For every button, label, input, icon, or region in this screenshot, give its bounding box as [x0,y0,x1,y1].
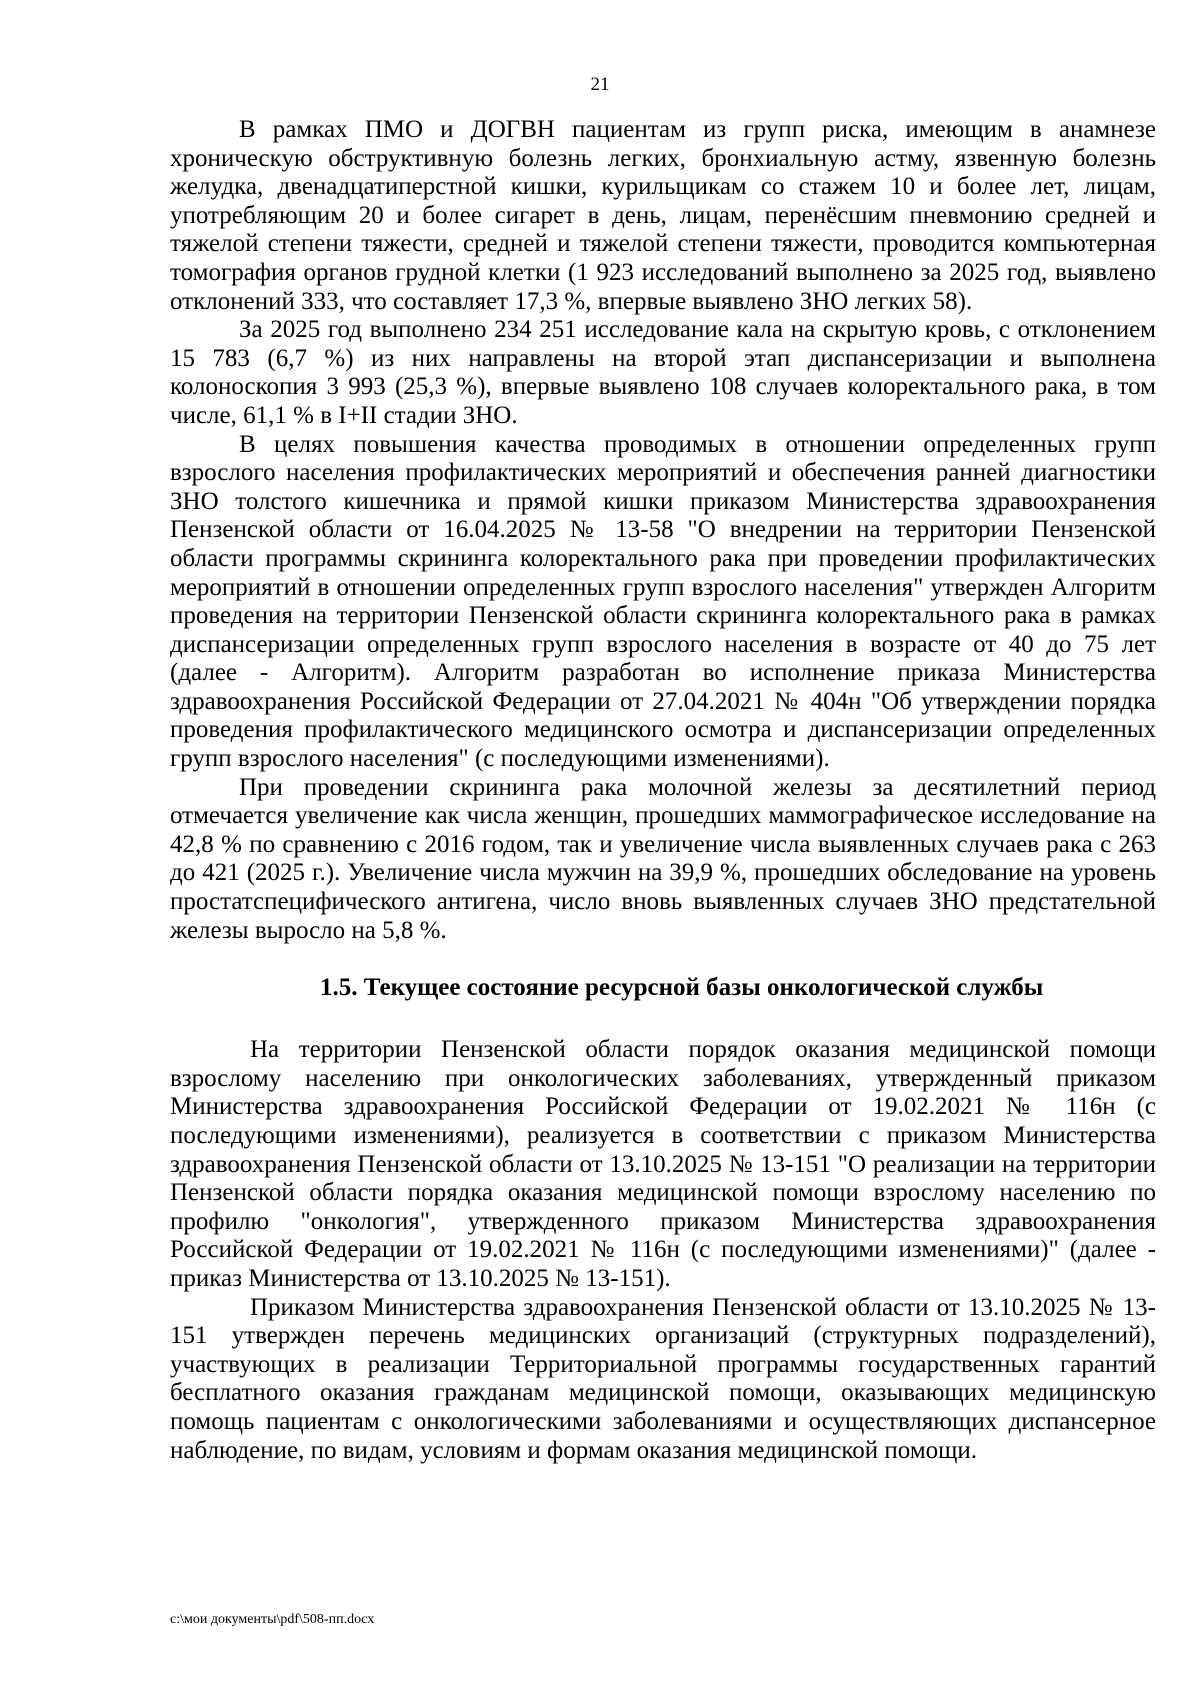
paragraph-fecal-occult-blood: За 2025 год выполнено 234 251 исследование кала на скрытую кровь, с отклонением 15 783 (6,7 %) из них направлены на второй этап диспансеризации и выполнена колоноскопия 3 993 (25,3 %), впервые выявлено 108 случаев колоректального рака, в том числе, 61,1 % в I+II стадии ЗНО. [170,316,1156,429]
paragraph-ct-screening: В рамках ПМО и ДОГВН пациентам из групп риска, имеющим в анамнезе хроническую обструктивную болезнь легких, бронхиальную астму, язвенную болезнь желудка, двенадцатиперстной кишки, курильщикам со стажем 10 и более лет, лицам, употребляющим 20 и более сигарет в день, лицам, перенёсшим пневмонию средней и тяжелой степени тяжести, средней и тяжелой степени тяжести, проводится компьютерная томография органов грудной клетки (1 923 исследований выполнено за 2025 год, выявлено отклонений 333, что составляет 17,3 %, впервые выявлено ЗНО легких 58). [170,116,1156,315]
page-number: 21 [590,74,610,95]
paragraph-breast-prostate-screening: При проведении скрининга рака молочной железы за десятилетний период отмечается увеличение как числа женщин, прошедших маммографическое исследование на 42,8 % по сравнению с 2016 годом, так и увеличение числа выявленных случаев рака с 263 до 421 (2025 г.). Увеличение числа мужчин на 39,9 %, прошедших обследование на уровень простатспецифического антигена, число вновь выявленных случаев ЗНО предстательной железы выросло на 5,8 %. [170,773,1156,944]
paragraph-oncology-care-order: На территории Пензенской области порядок оказания медицинской помощи взрослому населению при онкологических заболеваниях, утвержденный приказом Министерства здравоохранения Российской Федерации от 19.02.2021 № 116н (с последующими изменениями), реализуется в соответствии с приказом Министерства здравоохранения Пензенской области от 13.10.2025 № 13-151 "О реализации на территории Пензенской области порядка оказания медицинской помощи взрослому населению по профилю "онкология", утвержденного приказом Министерства здравоохранения Российской Федерации от 19.02.2021 № 116н (с последующими изменениями)" (далее - приказ Министерства от 13.10.2025 № 13-151). [170,1036,1156,1292]
section-heading: 1.5. Текущее состояние ресурсной базы онкологической службы [320,974,1044,1002]
document-body [170,116,1156,1465]
paragraph-colorectal-algorithm: В целях повышения качества проводимых в отношении определенных групп взрослого населения профилактических мероприятий и обеспечения ранней диагностики ЗНО толстого кишечника и прямой кишки приказом Министерства здравоохранения Пензенской области от 16.04.2025 № 13-58 "О внедрении на территории Пензенской области программы скрининга колоректального рака при проведении профилактических мероприятий в отношении определенных групп взрослого населения" утвержден Алгоритм проведения на территории Пензенской области скрининга колоректального рака в рамках диспансеризации определенных групп взрослого населения в возрасте от 40 до 75 лет (далее - Алгоритм). Алгоритм разработан во исполнение приказа Министерства здравоохранения Российской Федерации от 27.04.2021 № 404н "Об утверждении порядка проведения профилактического медицинского осмотра и диспансеризации определенных групп взрослого населения" (с последующими изменениями). [170,430,1156,773]
footer-file-path: c:\мои документы\pdf\508-пп.docx [170,1612,375,1627]
paragraph-medical-organizations-list: Приказом Министерства здравоохранения Пензенской области от 13.10.2025 № 13-151 утвержден перечень медицинских организаций (структурных подразделений), участвующих в реализации Территориальной программы государственных гарантий бесплатного оказания гражданам медицинской помощи, оказывающих медицинскую помощь пациентам с онкологическими заболеваниями и осуществляющих диспансерное наблюдение, по видам, условиям и формам оказания медицинской помощи. [170,1293,1156,1464]
